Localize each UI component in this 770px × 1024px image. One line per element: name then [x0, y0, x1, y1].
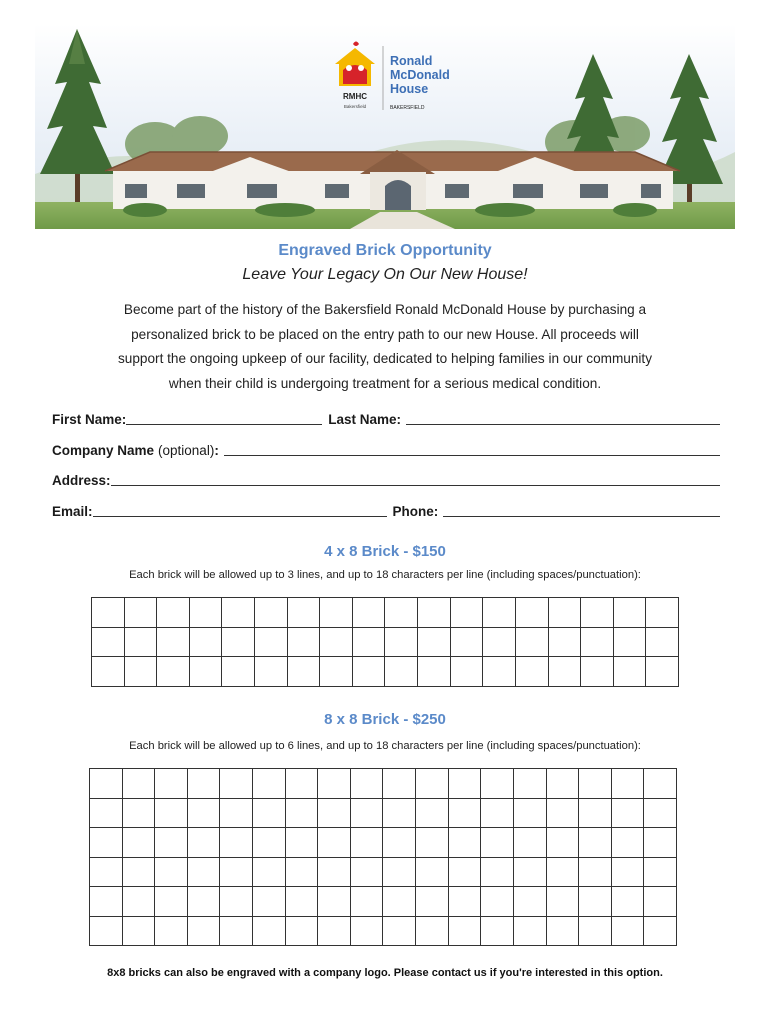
character-box[interactable] — [448, 887, 481, 917]
character-box[interactable] — [318, 828, 351, 858]
character-box[interactable] — [481, 916, 514, 946]
character-box[interactable] — [611, 916, 644, 946]
engraving-line — [92, 598, 679, 628]
character-box[interactable] — [513, 798, 546, 828]
character-box[interactable] — [546, 828, 579, 858]
character-box[interactable] — [90, 798, 123, 828]
character-box[interactable] — [385, 657, 418, 687]
character-box[interactable] — [579, 769, 612, 799]
character-box[interactable] — [253, 769, 286, 799]
character-box[interactable] — [285, 887, 318, 917]
character-box[interactable] — [350, 769, 383, 799]
character-box[interactable] — [483, 657, 516, 687]
character-box[interactable] — [448, 769, 481, 799]
company-name-field[interactable] — [224, 442, 720, 456]
character-box[interactable] — [187, 857, 220, 887]
logo-location: BAKERSFIELD — [390, 105, 425, 111]
large-brick-note: Each brick will be allowed up to 6 lines, and up to 18 characters per line (including spaces/punctuation): — [129, 740, 641, 752]
address-field[interactable] — [111, 472, 720, 486]
character-box[interactable] — [287, 627, 320, 657]
engraving-line — [90, 769, 677, 799]
character-box[interactable] — [187, 887, 220, 917]
contact-row — [52, 499, 720, 519]
character-box[interactable] — [481, 769, 514, 799]
address-label: Address: — [52, 473, 111, 488]
character-box[interactable] — [646, 627, 679, 657]
character-box[interactable] — [513, 916, 546, 946]
character-box[interactable] — [318, 916, 351, 946]
character-box[interactable] — [287, 598, 320, 628]
character-box[interactable] — [579, 916, 612, 946]
character-box[interactable] — [418, 657, 451, 687]
character-box[interactable] — [513, 769, 546, 799]
character-box[interactable] — [613, 598, 646, 628]
character-box[interactable] — [92, 598, 125, 628]
character-box[interactable] — [513, 887, 546, 917]
character-box[interactable] — [352, 627, 385, 657]
header-illustration — [35, 24, 735, 229]
house-illustration — [35, 24, 735, 229]
character-box[interactable] — [155, 857, 188, 887]
character-box[interactable] — [515, 657, 548, 687]
character-box[interactable] — [450, 598, 483, 628]
character-box[interactable] — [90, 916, 123, 946]
character-box[interactable] — [187, 798, 220, 828]
engraving-line — [92, 627, 679, 657]
last-name-field[interactable] — [406, 411, 720, 425]
engraving-line — [90, 798, 677, 828]
character-box[interactable] — [220, 798, 253, 828]
character-box[interactable] — [481, 828, 514, 858]
character-box[interactable] — [255, 598, 288, 628]
character-box[interactable] — [611, 887, 644, 917]
page-title: Engraved Brick Opportunity — [278, 242, 492, 259]
character-box[interactable] — [124, 657, 157, 687]
character-box[interactable] — [285, 916, 318, 946]
engraving-line — [92, 657, 679, 687]
character-box[interactable] — [155, 769, 188, 799]
character-box[interactable] — [646, 657, 679, 687]
character-box[interactable] — [350, 887, 383, 917]
character-box[interactable] — [253, 887, 286, 917]
character-box[interactable] — [253, 857, 286, 887]
footer-note: 8x8 bricks can also be engraved with a company logo. Please contact us if you're interested in this option. — [107, 967, 663, 979]
character-box[interactable] — [255, 627, 288, 657]
character-box[interactable] — [320, 598, 353, 628]
character-box[interactable] — [385, 627, 418, 657]
character-box[interactable] — [320, 657, 353, 687]
character-box[interactable] — [122, 769, 155, 799]
name-row — [52, 407, 720, 427]
character-box[interactable] — [220, 769, 253, 799]
character-box[interactable] — [155, 887, 188, 917]
first-name-label: First Name: — [52, 412, 127, 427]
character-box[interactable] — [644, 857, 677, 887]
character-box[interactable] — [483, 598, 516, 628]
intro-line: when their child is undergoing treatment for a serious medical condition. — [168, 375, 602, 391]
character-box[interactable] — [448, 798, 481, 828]
character-box[interactable] — [644, 887, 677, 917]
character-box[interactable] — [383, 798, 416, 828]
character-box[interactable] — [513, 828, 546, 858]
character-box[interactable] — [189, 598, 222, 628]
character-box[interactable] — [611, 828, 644, 858]
character-box[interactable] — [155, 798, 188, 828]
character-box[interactable] — [90, 828, 123, 858]
page-subtitle: Leave Your Legacy On Our New House! — [242, 266, 528, 283]
logo-org-line1: Ronald — [390, 54, 433, 68]
character-box[interactable] — [481, 857, 514, 887]
character-box[interactable] — [483, 627, 516, 657]
character-box[interactable] — [644, 916, 677, 946]
phone-field[interactable] — [443, 503, 720, 517]
character-box[interactable] — [222, 627, 255, 657]
character-box[interactable] — [448, 828, 481, 858]
character-box[interactable] — [579, 857, 612, 887]
character-box[interactable] — [287, 657, 320, 687]
character-box[interactable] — [122, 857, 155, 887]
character-box[interactable] — [611, 798, 644, 828]
intro-paragraph — [48, 298, 722, 396]
character-box[interactable] — [318, 857, 351, 887]
character-box[interactable] — [124, 598, 157, 628]
character-box[interactable] — [644, 769, 677, 799]
character-box[interactable] — [579, 887, 612, 917]
character-box[interactable] — [513, 857, 546, 887]
company-colon: : — [214, 443, 219, 458]
character-box[interactable] — [222, 598, 255, 628]
character-box[interactable] — [155, 916, 188, 946]
character-box[interactable] — [546, 798, 579, 828]
character-box[interactable] — [222, 657, 255, 687]
character-box[interactable] — [546, 769, 579, 799]
character-box[interactable] — [253, 828, 286, 858]
character-box[interactable] — [157, 627, 190, 657]
small-brick-grid[interactable] — [91, 597, 679, 687]
character-box[interactable] — [481, 887, 514, 917]
character-box[interactable] — [122, 828, 155, 858]
character-box[interactable] — [90, 887, 123, 917]
character-box[interactable] — [546, 857, 579, 887]
character-box[interactable] — [220, 828, 253, 858]
character-box[interactable] — [318, 769, 351, 799]
character-box[interactable] — [157, 657, 190, 687]
character-box[interactable] — [481, 798, 514, 828]
character-box[interactable] — [416, 857, 449, 887]
character-box[interactable] — [450, 657, 483, 687]
character-box[interactable] — [383, 857, 416, 887]
character-box[interactable] — [92, 657, 125, 687]
character-box[interactable] — [448, 916, 481, 946]
phone-label: Phone: — [392, 504, 439, 519]
character-box[interactable] — [352, 598, 385, 628]
character-box[interactable] — [253, 798, 286, 828]
character-box[interactable] — [122, 798, 155, 828]
character-box[interactable] — [318, 798, 351, 828]
character-box[interactable] — [350, 798, 383, 828]
character-box[interactable] — [450, 627, 483, 657]
intro-line: Become part of the history of the Bakersfield Ronald McDonald House by purchasing a — [123, 302, 647, 317]
character-box[interactable] — [187, 916, 220, 946]
character-box[interactable] — [157, 598, 190, 628]
company-optional-label: (optional) — [158, 443, 215, 458]
large-brick-title: 8 x 8 Brick - $250 — [324, 711, 446, 728]
character-box[interactable] — [122, 916, 155, 946]
character-box[interactable] — [350, 857, 383, 887]
character-box[interactable] — [418, 598, 451, 628]
character-box[interactable] — [581, 627, 614, 657]
character-box[interactable] — [220, 857, 253, 887]
character-box[interactable] — [253, 916, 286, 946]
character-box[interactable] — [581, 657, 614, 687]
company-row — [52, 438, 720, 458]
character-box[interactable] — [416, 828, 449, 858]
character-box[interactable] — [418, 627, 451, 657]
logo-org-line3: House — [390, 82, 429, 96]
character-box[interactable] — [92, 627, 125, 657]
character-box[interactable] — [548, 657, 581, 687]
character-box[interactable] — [285, 798, 318, 828]
last-name-label: Last Name: — [328, 412, 402, 427]
character-box[interactable] — [90, 769, 123, 799]
character-box[interactable] — [187, 769, 220, 799]
large-brick-grid[interactable] — [89, 768, 677, 946]
character-box[interactable] — [515, 598, 548, 628]
logo-tagline: Bakersfield — [343, 104, 367, 109]
character-box[interactable] — [350, 828, 383, 858]
character-box[interactable] — [548, 598, 581, 628]
character-box[interactable] — [579, 798, 612, 828]
character-box[interactable] — [255, 657, 288, 687]
character-box[interactable] — [416, 769, 449, 799]
character-box[interactable] — [383, 916, 416, 946]
character-box[interactable] — [646, 598, 679, 628]
character-box[interactable] — [416, 798, 449, 828]
character-box[interactable] — [611, 857, 644, 887]
character-box[interactable] — [579, 828, 612, 858]
character-box[interactable] — [416, 916, 449, 946]
character-box[interactable] — [644, 798, 677, 828]
character-box[interactable] — [285, 828, 318, 858]
character-box[interactable] — [385, 598, 418, 628]
company-name-label: Company Name — [52, 443, 155, 458]
character-box[interactable] — [383, 828, 416, 858]
character-box[interactable] — [189, 657, 222, 687]
character-box[interactable] — [546, 887, 579, 917]
character-box[interactable] — [611, 769, 644, 799]
character-box[interactable] — [189, 627, 222, 657]
character-box[interactable] — [220, 916, 253, 946]
address-row — [52, 468, 720, 488]
character-box[interactable] — [320, 627, 353, 657]
character-box[interactable] — [613, 657, 646, 687]
engraving-line — [90, 828, 677, 858]
character-box[interactable] — [416, 887, 449, 917]
character-box[interactable] — [383, 769, 416, 799]
engraving-line — [90, 887, 677, 917]
character-box[interactable] — [448, 857, 481, 887]
character-box[interactable] — [285, 857, 318, 887]
logo-rmhc-text: RMHC — [343, 92, 367, 101]
first-name-field[interactable] — [126, 411, 322, 425]
character-box[interactable] — [285, 769, 318, 799]
character-box[interactable] — [581, 598, 614, 628]
character-box[interactable] — [613, 627, 646, 657]
intro-line: personalized brick to be placed on the entry path to our new House. All proceeds will — [131, 326, 639, 342]
character-box[interactable] — [515, 627, 548, 657]
engraving-line — [90, 857, 677, 887]
character-box[interactable] — [187, 828, 220, 858]
character-box[interactable] — [220, 887, 253, 917]
character-box[interactable] — [155, 828, 188, 858]
engraving-line — [90, 916, 677, 946]
small-brick-note: Each brick will be allowed up to 3 lines, and up to 18 characters per line (including spaces/punctuation): — [129, 569, 641, 581]
character-box[interactable] — [318, 887, 351, 917]
intro-line: support the ongoing upkeep of our facility, dedicated to helping families in our community — [118, 351, 652, 366]
character-box[interactable] — [352, 657, 385, 687]
character-box[interactable] — [122, 887, 155, 917]
character-box[interactable] — [644, 828, 677, 858]
character-box[interactable] — [90, 857, 123, 887]
character-box[interactable] — [124, 627, 157, 657]
email-field[interactable] — [93, 503, 387, 517]
logo-org-line2: McDonald — [390, 68, 450, 82]
small-brick-title: 4 x 8 Brick - $150 — [324, 543, 446, 560]
character-box[interactable] — [383, 887, 416, 917]
character-box[interactable] — [548, 627, 581, 657]
character-box[interactable] — [546, 916, 579, 946]
character-box[interactable] — [350, 916, 383, 946]
email-label: Email: — [52, 504, 93, 519]
